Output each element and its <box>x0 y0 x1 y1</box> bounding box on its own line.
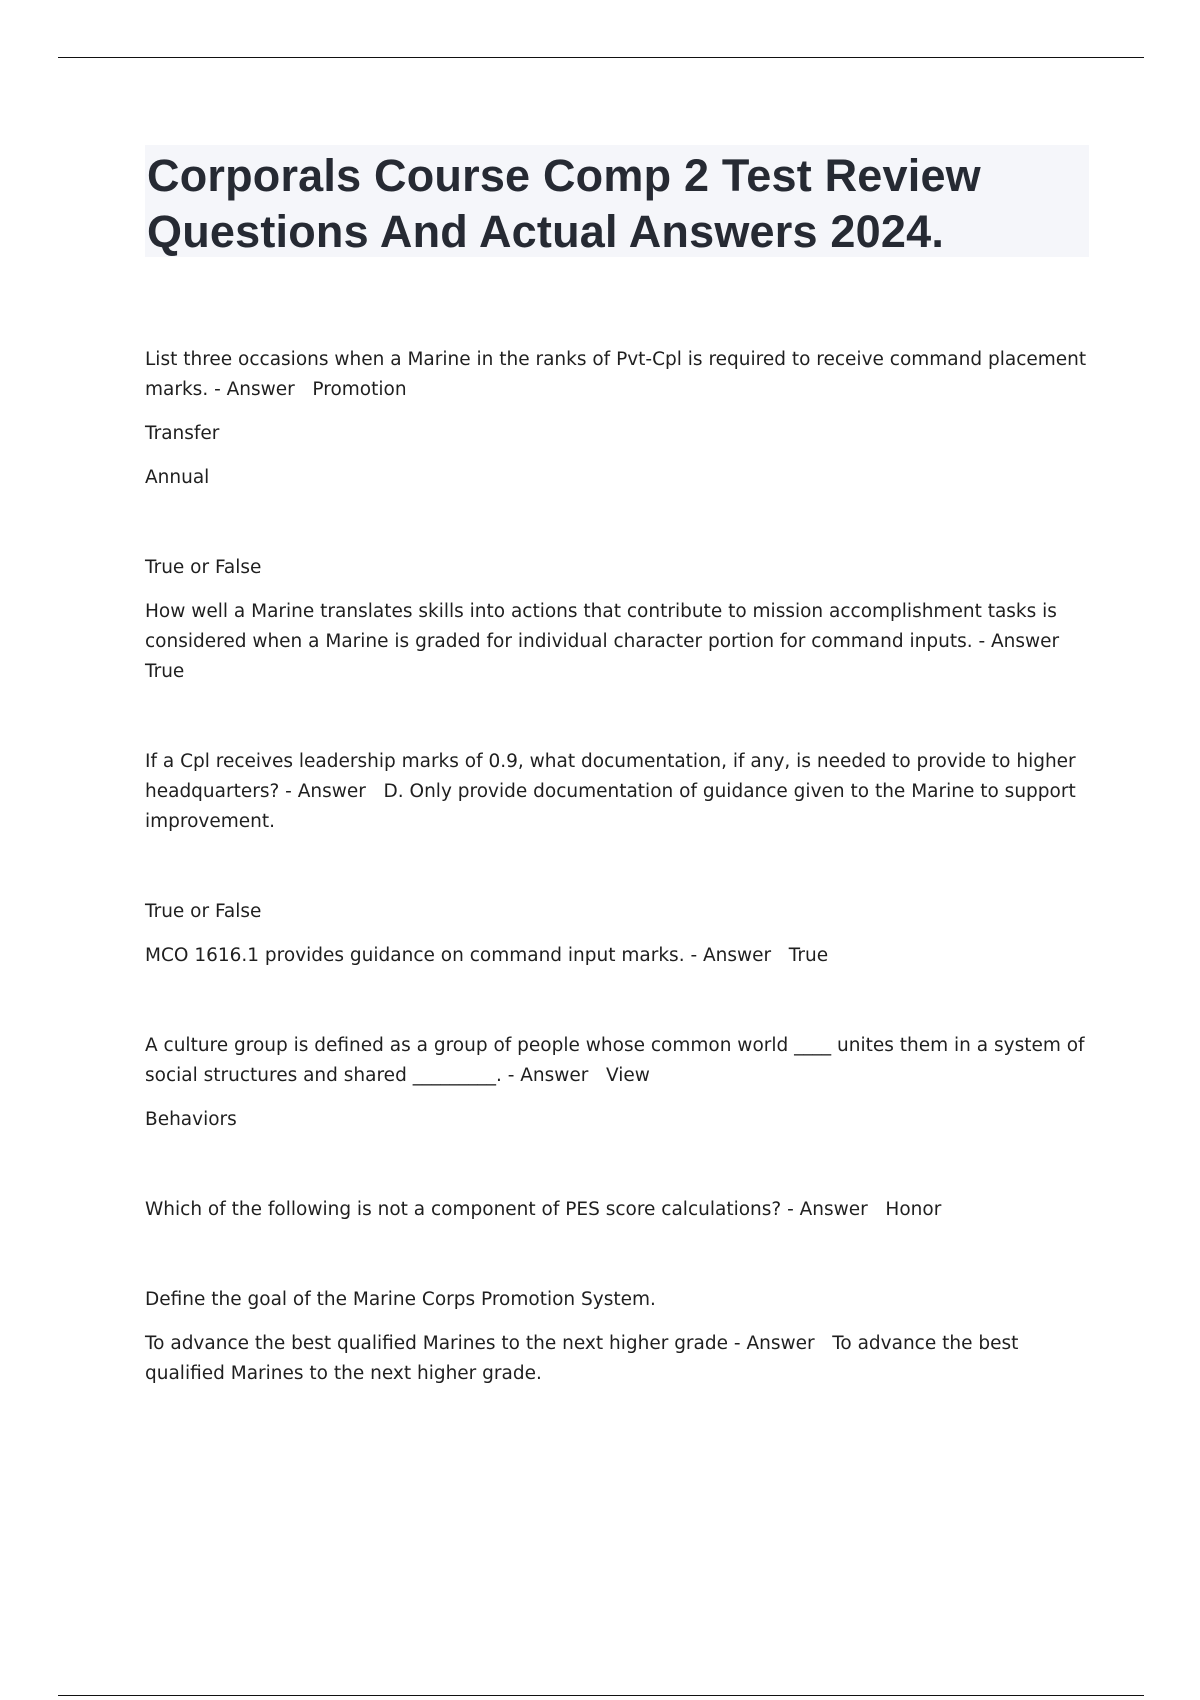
question-block <box>145 1031 1095 1135</box>
answer-line: Behaviors <box>145 1109 237 1130</box>
question-block <box>145 1285 1095 1389</box>
question-block <box>145 1195 1095 1225</box>
question-block <box>145 897 1095 971</box>
question-line: To advance the best qualified Marines to the next higher grade - Answer To advance the best qualified Marines to the next higher grade. <box>145 1333 1025 1384</box>
question-block <box>145 553 1095 687</box>
question-line: If a Cpl receives leadership marks of 0.9, what documentation, if any, is needed to provide to higher headquarters? - Answer D. Only provide documentation of guidance given to the Marine to support improvement. <box>145 751 1082 832</box>
document-title: Corporals Course Comp 2 Test Review Questions And Actual Answers 2024. <box>147 150 981 257</box>
question-line: How well a Marine translates skills into actions that contribute to mission accomplishment tasks is considered when a Marine is graded for individual character portion for command inputs. - Answer True <box>145 601 1077 682</box>
title-block <box>145 145 1089 257</box>
question-block <box>145 345 1095 493</box>
question-line: MCO 1616.1 provides guidance on command input marks. - Answer True <box>145 945 829 966</box>
question-list <box>145 345 1095 1449</box>
question-block <box>145 747 1095 837</box>
answer-line: Annual <box>145 467 210 488</box>
question-line: True or False <box>145 557 262 578</box>
top-divider <box>58 57 1144 58</box>
question-line: List three occasions when a Marine in the ranks of Pvt-Cpl is required to receive command placement marks. - Answer Promotion <box>145 349 1093 400</box>
question-line: A culture group is defined as a group of people whose common world ____ unites them in a system of social structures and shared _________. - Answer View <box>145 1035 1091 1086</box>
bottom-divider <box>58 1695 1144 1696</box>
question-line: True or False <box>145 901 262 922</box>
question-line: Which of the following is not a component of PES score calculations? - Answer Honor <box>145 1199 942 1220</box>
answer-line: Transfer <box>145 423 220 444</box>
question-line: Define the goal of the Marine Corps Promotion System. <box>145 1289 656 1310</box>
